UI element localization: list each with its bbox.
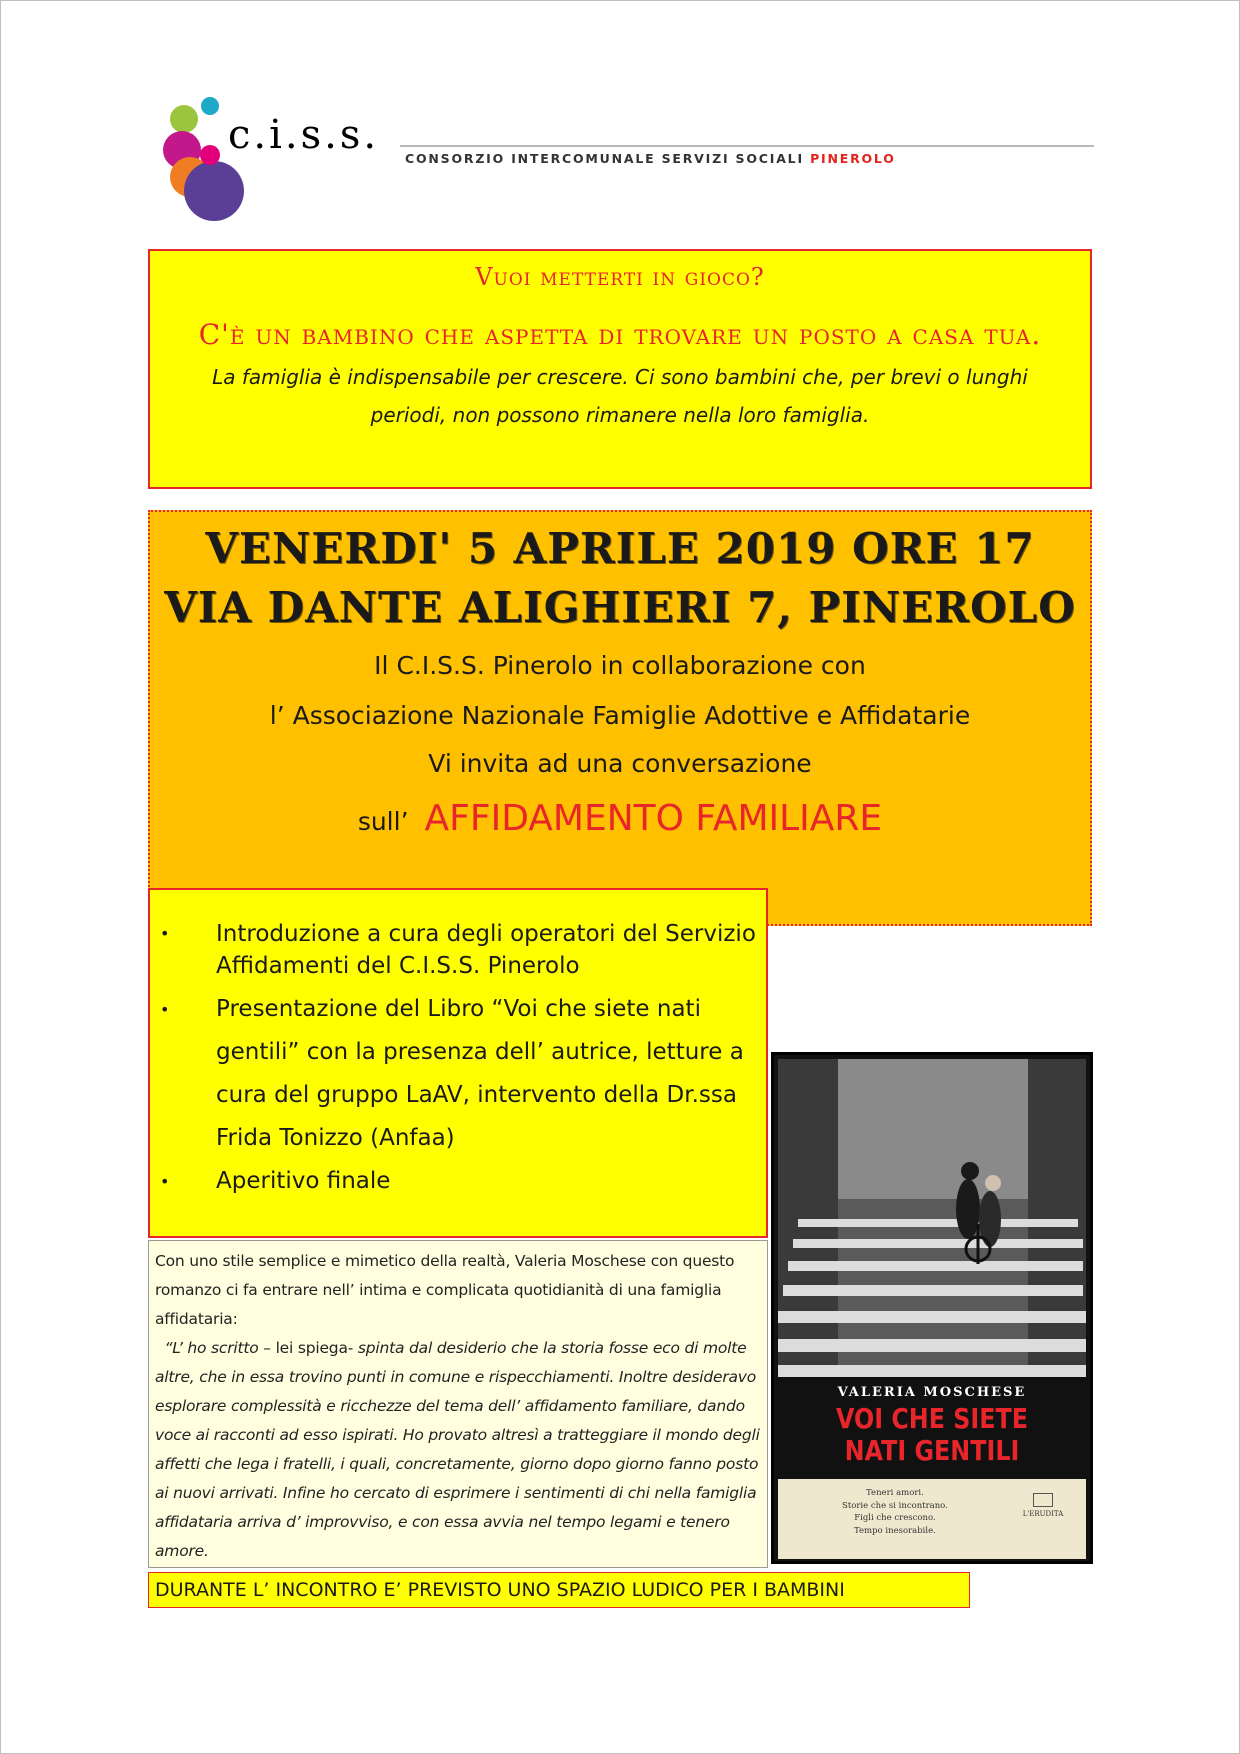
event-topic: sull’ AFFIDAMENTO FAMILIARE	[357, 798, 883, 839]
book-author: VALERIA MOSCHESE	[837, 1385, 1027, 1400]
list-item: • Presentazione del Libro “Voi che siete nati gentili” con la presenza dell’ autrice, letture a cura del gruppo LaAV, intervento della Dr.ssa Frida Tonizzo (Anfaa)	[160, 996, 744, 1151]
header-divider	[400, 145, 1094, 147]
intro-box	[148, 249, 1092, 489]
intro-title: Vuoi metterti in gioco?	[475, 263, 765, 291]
event-topic-title: AFFIDAMENTO FAMILIARE	[424, 798, 883, 839]
intro-heading: C'è un bambino che aspetta di trovare un posto a casa tua.	[198, 318, 1042, 351]
book-cover	[771, 1052, 1093, 1564]
publisher: L'ERUDITA	[1018, 1493, 1068, 1518]
organization-name: CONSORZIO INTERCOMUNALE SERVIZI SOCIALI PINEROLO	[405, 151, 896, 166]
book-description: Con uno stile semplice e mimetico della realtà, Valeria Moschese con questo romanzo ci fa entrare nell’ intima e complicata quotidianità di una famiglia affidataria: “L’ ho scritto – lei spiega- spinta dal desiderio che la storia fosse eco di molte altre, che in essa trovino punti in comune e rispecchiamenti. Inoltre desideravo esplorare complessità e ricchezze del tema dell’ affidamento familiare, dando voce ai racconti ad esso ispirati. Ho provato altresì a tratteggiare il mondo degli affetti che lega i fratelli, i quali, concretamente, giorno dopo giorno fanno posto ai nuovi arrivati. Infine ho cercato di esprimere i sentimenti di chi nella famiglia affidataria arriva d’ improvviso, e con essa avvia nel tempo legami e tenero amore.	[148, 1240, 768, 1568]
event-box	[148, 510, 1092, 926]
event-date: VENERDI' 5 APRILE 2019 ORE 17	[205, 524, 1035, 573]
publisher-logo-icon	[1033, 1493, 1053, 1507]
list-item: • Introduzione a cura degli operatori del Servizio Affidamenti del C.I.S.S. Pinerolo	[160, 921, 756, 979]
children-space-note: DURANTE L’ INCONTRO E’ PREVISTO UNO SPAZIO LUDICO PER I BAMBINI	[148, 1572, 970, 1608]
event-invite: Vi invita ad una conversazione	[428, 749, 812, 778]
book-photo-image	[778, 1059, 1086, 1377]
intro-text: La famiglia è indispensabile per crescere. Ci sono bambini che, per brevi o lunghi periodi, non possono rimanere nella loro famiglia.	[212, 365, 1028, 427]
event-organizer: Il C.I.S.S. Pinerolo in collaborazione con	[374, 651, 866, 680]
book-bottom-band	[778, 1479, 1086, 1559]
list-item: • Aperitivo finale	[160, 1168, 391, 1194]
book-title: VOI CHE SIETE NATI GENTILI	[835, 1402, 1029, 1467]
book-blurb: Teneri amori. Storie che si incontrano. Figli che crescono. Tempo inesorabile.	[842, 1488, 948, 1536]
program-list	[150, 918, 766, 1203]
event-place: VIA DANTE ALIGHIERI 7, PINEROLO	[164, 583, 1076, 632]
event-partner: l’ Associazione Nazionale Famiglie Adottive e Affidatarie	[269, 701, 971, 730]
logo-text: c.i.s.s.	[228, 112, 380, 158]
program-box	[148, 888, 768, 1238]
